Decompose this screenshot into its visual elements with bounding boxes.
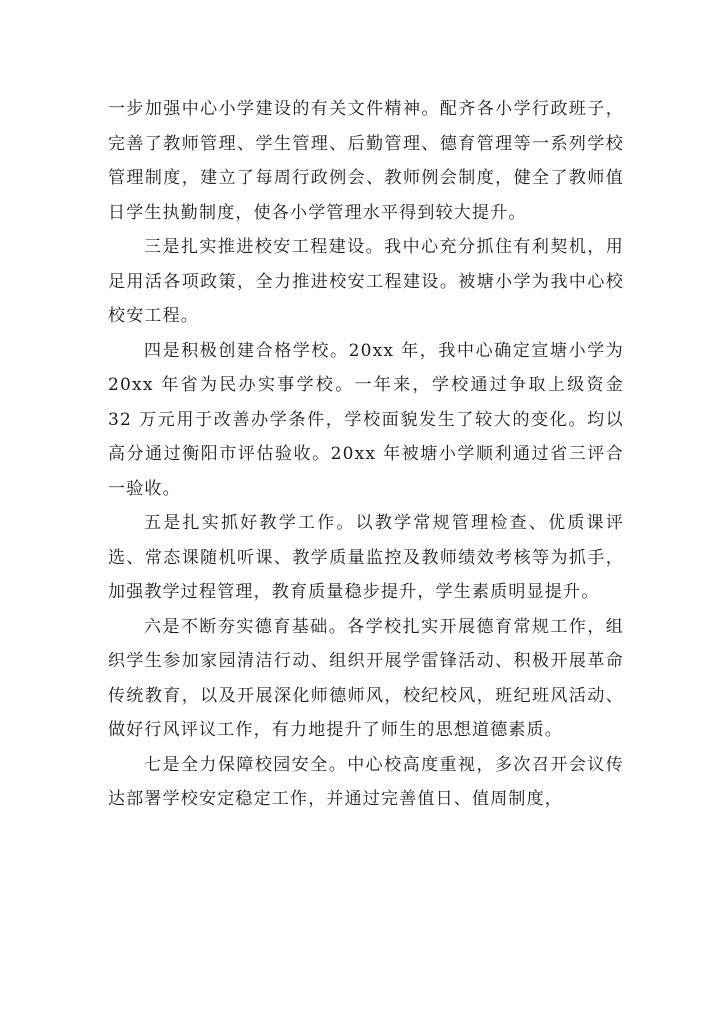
paragraph-continuation: 一步加强中心小学建设的有关文件精神。配齐各小学行政班子，完善了教师管理、学生管理、后勤管理、德育管理等一系列学校管理制度，建立了每周行政例会、教师例会制度，健全了教师值日学生执勤制度，使各小学管理水平得到较大提升。 bbox=[108, 99, 624, 223]
paragraph-qualified-schools: 四是积极创建合格学校。20xx 年，我中心确定宣塘小学为 20xx 年省为民办实事学校。一年来，学校通过争取上级资金 32 万元用于改善办学条件，学校面貌发生了较大的变化。均以高分通过衡阳市评估验收。20xx 年被塘小学顺利通过省三评合一验收。 bbox=[108, 340, 624, 499]
paragraph-campus-safety: 七是全力保障校园安全。中心校高度重视，多次召开会议传达部署学校安定稳定工作，并通过完善值日、值周制度， bbox=[108, 754, 624, 809]
body-text bbox=[108, 92, 624, 817]
paragraph-moral-education: 六是不断夯实德育基础。各学校扎实开展德育常规工作，组织学生参加家园清洁行动、组织开展学雷锋活动、积极开展革命传统教育，以及开展深化师德师风，校纪校风，班纪班风活动、做好行风评议工作，有力地提升了师生的思想道德素质。 bbox=[108, 616, 624, 740]
paragraph-teaching-work: 五是扎实抓好教学工作。以教学常规管理检查、优质课评选、常态课随机听课、教学质量监控及教师绩效考核等为抓手，加强教学过程管理，教育质量稳步提升，学生素质明显提升。 bbox=[108, 513, 624, 602]
paragraph-school-safety-project: 三是扎实推进校安工程建设。我中心充分抓住有利契机，用足用活各项政策，全力推进校安工程建设。被塘小学为我中心校校安工程。 bbox=[108, 237, 624, 326]
